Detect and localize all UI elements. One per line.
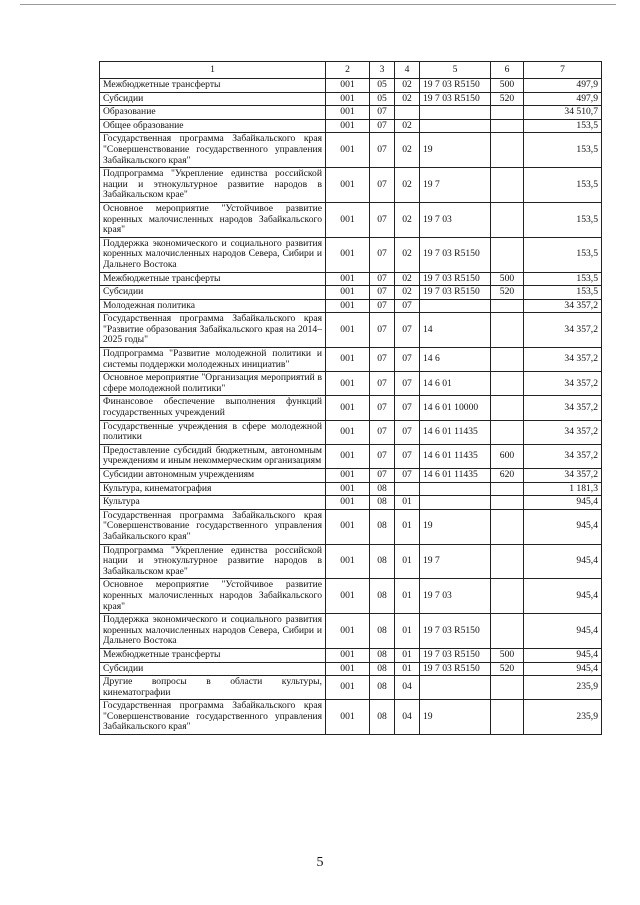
row-ministry-code: 001 xyxy=(326,509,370,544)
row-subsection-code: 01 xyxy=(395,614,420,649)
row-target-article xyxy=(420,299,491,313)
row-name-cell: Основное мероприятие "Устойчивое развитие коренных малочисленных народов Забайкальского края" xyxy=(100,579,326,614)
row-ministry-code: 001 xyxy=(326,496,370,510)
row-target-article: 14 6 01 xyxy=(420,372,491,396)
header-col-7: 7 xyxy=(524,62,602,79)
row-subsection-code: 07 xyxy=(395,299,420,313)
row-target-article: 19 7 03 R5150 xyxy=(420,286,491,300)
table-row xyxy=(100,396,602,420)
row-subsection-code: 02 xyxy=(395,237,420,272)
row-amount: 34 357,2 xyxy=(524,348,602,372)
table-row xyxy=(100,469,602,483)
row-ministry-code: 001 xyxy=(326,420,370,444)
table-row xyxy=(100,700,602,735)
row-expense-type xyxy=(491,420,524,444)
row-ministry-code: 001 xyxy=(326,202,370,237)
row-subsection-code: 07 xyxy=(395,372,420,396)
row-amount: 34 357,2 xyxy=(524,313,602,348)
table-row xyxy=(100,272,602,286)
row-subsection-code: 02 xyxy=(395,202,420,237)
row-name-cell: Государственная программа Забайкальского края "Совершенствование государственного управления Забайкальского края" xyxy=(100,133,326,168)
row-expense-type xyxy=(491,119,524,133)
table-row xyxy=(100,482,602,496)
row-expense-type xyxy=(491,313,524,348)
table-row xyxy=(100,444,602,468)
row-ministry-code: 001 xyxy=(326,133,370,168)
row-section-code: 08 xyxy=(370,648,395,662)
row-ministry-code: 001 xyxy=(326,79,370,93)
row-ministry-code: 001 xyxy=(326,544,370,579)
budget-table xyxy=(99,61,602,735)
row-expense-type xyxy=(491,579,524,614)
row-amount: 153,5 xyxy=(524,202,602,237)
row-expense-type: 500 xyxy=(491,648,524,662)
row-ministry-code: 001 xyxy=(326,286,370,300)
row-ministry-code: 001 xyxy=(326,396,370,420)
row-name-cell: Субсидии xyxy=(100,662,326,676)
row-subsection-code: 02 xyxy=(395,119,420,133)
row-target-article: 19 7 03 R5150 xyxy=(420,79,491,93)
row-ministry-code: 001 xyxy=(326,237,370,272)
row-ministry-code: 001 xyxy=(326,676,370,700)
table-body xyxy=(100,79,602,735)
table-row xyxy=(100,662,602,676)
row-name-cell: Предоставление субсидий бюджетным, автономным учреждениям и иным некоммерческим организациям xyxy=(100,444,326,468)
row-expense-type xyxy=(491,614,524,649)
row-amount: 153,5 xyxy=(524,119,602,133)
row-subsection-code: 02 xyxy=(395,272,420,286)
row-expense-type xyxy=(491,700,524,735)
row-name-cell: Межбюджетные трансферты xyxy=(100,79,326,93)
row-expense-type: 520 xyxy=(491,662,524,676)
row-amount: 235,9 xyxy=(524,676,602,700)
row-name-cell: Субсидии xyxy=(100,92,326,106)
row-expense-type xyxy=(491,396,524,420)
row-section-code: 08 xyxy=(370,496,395,510)
table-row xyxy=(100,106,602,120)
row-name-cell: Общее образование xyxy=(100,119,326,133)
row-amount: 34 510,7 xyxy=(524,106,602,120)
row-ministry-code: 001 xyxy=(326,119,370,133)
row-amount: 34 357,2 xyxy=(524,444,602,468)
row-name-cell: Субсидии автономным учреждениям xyxy=(100,469,326,483)
row-name-cell: Финансовое обеспечение выполнения функций государственных учреждений xyxy=(100,396,326,420)
row-target-article: 14 6 01 11435 xyxy=(420,444,491,468)
row-section-code: 08 xyxy=(370,700,395,735)
table-row xyxy=(100,648,602,662)
row-section-code: 08 xyxy=(370,544,395,579)
row-expense-type: 500 xyxy=(491,79,524,93)
row-ministry-code: 001 xyxy=(326,92,370,106)
row-ministry-code: 001 xyxy=(326,272,370,286)
row-name-cell: Культура xyxy=(100,496,326,510)
row-expense-type: 520 xyxy=(491,92,524,106)
row-amount: 497,9 xyxy=(524,92,602,106)
row-target-article: 19 7 03 R5150 xyxy=(420,648,491,662)
row-subsection-code: 07 xyxy=(395,420,420,444)
table-row xyxy=(100,286,602,300)
row-target-article: 19 xyxy=(420,133,491,168)
row-amount: 34 357,2 xyxy=(524,299,602,313)
row-name-cell: Молодежная политика xyxy=(100,299,326,313)
row-subsection-code: 01 xyxy=(395,509,420,544)
header-col-5: 5 xyxy=(420,62,491,79)
table-row xyxy=(100,237,602,272)
row-name-cell: Культура, кинематография xyxy=(100,482,326,496)
table-row xyxy=(100,420,602,444)
page-number: 5 xyxy=(316,855,324,870)
row-ministry-code: 001 xyxy=(326,372,370,396)
row-target-article: 19 7 03 R5150 xyxy=(420,237,491,272)
row-section-code: 07 xyxy=(370,272,395,286)
table-row xyxy=(100,202,602,237)
table-row xyxy=(100,79,602,93)
row-expense-type: 620 xyxy=(491,469,524,483)
row-section-code: 07 xyxy=(370,313,395,348)
row-section-code: 07 xyxy=(370,299,395,313)
row-section-code: 07 xyxy=(370,469,395,483)
table-row xyxy=(100,92,602,106)
row-amount: 34 357,2 xyxy=(524,396,602,420)
row-amount: 945,4 xyxy=(524,614,602,649)
row-subsection-code: 07 xyxy=(395,396,420,420)
table-header-row xyxy=(100,62,602,79)
row-section-code: 07 xyxy=(370,133,395,168)
row-expense-type xyxy=(491,168,524,203)
row-section-code: 07 xyxy=(370,348,395,372)
row-name-cell: Государственная программа Забайкальского края "Совершенствование государственного управления Забайкальского края" xyxy=(100,509,326,544)
row-target-article: 19 7 03 R5150 xyxy=(420,92,491,106)
row-section-code: 07 xyxy=(370,119,395,133)
table-row xyxy=(100,579,602,614)
row-ministry-code: 001 xyxy=(326,299,370,313)
row-expense-type xyxy=(491,372,524,396)
row-name-cell: Подпрограмма "Укрепление единства российской нации и этнокультурное развитие народов в Забайкальском крае" xyxy=(100,544,326,579)
row-subsection-code: 02 xyxy=(395,79,420,93)
row-target-article: 14 6 xyxy=(420,348,491,372)
top-border-line xyxy=(20,4,616,5)
row-target-article: 14 6 01 11435 xyxy=(420,469,491,483)
row-name-cell: Подпрограмма "Укрепление единства российской нации и этнокультурное развитие народов в Забайкальском крае" xyxy=(100,168,326,203)
row-section-code: 07 xyxy=(370,372,395,396)
row-section-code: 05 xyxy=(370,79,395,93)
row-amount: 945,4 xyxy=(524,496,602,510)
row-name-cell: Межбюджетные трансферты xyxy=(100,272,326,286)
header-col-1: 1 xyxy=(100,62,326,79)
table-row xyxy=(100,544,602,579)
row-target-article: 14 xyxy=(420,313,491,348)
row-expense-type xyxy=(491,509,524,544)
header-col-6: 6 xyxy=(491,62,524,79)
row-expense-type xyxy=(491,348,524,372)
header-col-3: 3 xyxy=(370,62,395,79)
row-ministry-code: 001 xyxy=(326,444,370,468)
row-amount: 945,4 xyxy=(524,509,602,544)
row-section-code: 08 xyxy=(370,662,395,676)
row-ministry-code: 001 xyxy=(326,700,370,735)
row-section-code: 07 xyxy=(370,396,395,420)
row-subsection-code xyxy=(395,482,420,496)
table-row xyxy=(100,299,602,313)
table-row xyxy=(100,372,602,396)
row-subsection-code: 02 xyxy=(395,286,420,300)
header-col-2: 2 xyxy=(326,62,370,79)
row-subsection-code: 01 xyxy=(395,648,420,662)
row-ministry-code: 001 xyxy=(326,313,370,348)
row-target-article: 19 7 03 xyxy=(420,202,491,237)
row-amount: 153,5 xyxy=(524,133,602,168)
row-ministry-code: 001 xyxy=(326,662,370,676)
row-amount: 153,5 xyxy=(524,272,602,286)
row-ministry-code: 001 xyxy=(326,168,370,203)
row-name-cell: Государственная программа Забайкальского края "Развитие образования Забайкальского края на 2014–2025 годы" xyxy=(100,313,326,348)
row-target-article xyxy=(420,482,491,496)
row-amount: 34 357,2 xyxy=(524,372,602,396)
row-target-article xyxy=(420,106,491,120)
row-subsection-code: 01 xyxy=(395,579,420,614)
row-section-code: 07 xyxy=(370,237,395,272)
row-target-article xyxy=(420,496,491,510)
row-expense-type xyxy=(491,133,524,168)
row-subsection-code: 04 xyxy=(395,700,420,735)
row-ministry-code: 001 xyxy=(326,579,370,614)
row-section-code: 08 xyxy=(370,579,395,614)
row-expense-type xyxy=(491,482,524,496)
row-subsection-code: 02 xyxy=(395,168,420,203)
row-expense-type: 520 xyxy=(491,286,524,300)
table-row xyxy=(100,676,602,700)
row-amount: 945,4 xyxy=(524,648,602,662)
row-section-code: 07 xyxy=(370,420,395,444)
row-subsection-code: 07 xyxy=(395,348,420,372)
row-subsection-code: 04 xyxy=(395,676,420,700)
row-amount: 34 357,2 xyxy=(524,469,602,483)
row-target-article xyxy=(420,676,491,700)
row-amount: 235,9 xyxy=(524,700,602,735)
table-row xyxy=(100,119,602,133)
row-expense-type xyxy=(491,496,524,510)
table-row xyxy=(100,614,602,649)
row-subsection-code: 01 xyxy=(395,662,420,676)
row-ministry-code: 001 xyxy=(326,482,370,496)
row-expense-type xyxy=(491,544,524,579)
row-target-article: 19 xyxy=(420,700,491,735)
row-name-cell: Подпрограмма "Развитие молодежной политики и системы поддержки молодежных инициатив" xyxy=(100,348,326,372)
row-section-code: 07 xyxy=(370,168,395,203)
row-expense-type xyxy=(491,106,524,120)
table-row xyxy=(100,133,602,168)
table-row xyxy=(100,348,602,372)
row-section-code: 05 xyxy=(370,92,395,106)
row-name-cell: Поддержка экономического и социального развития коренных малочисленных народов Севера, Сибири и Дальнего Востока xyxy=(100,237,326,272)
row-target-article: 19 7 03 xyxy=(420,579,491,614)
header-col-4: 4 xyxy=(395,62,420,79)
row-name-cell: Субсидии xyxy=(100,286,326,300)
row-section-code: 07 xyxy=(370,444,395,468)
row-subsection-code: 07 xyxy=(395,444,420,468)
row-section-code: 07 xyxy=(370,202,395,237)
row-name-cell: Государственные учреждения в сфере молодежной политики xyxy=(100,420,326,444)
row-subsection-code: 01 xyxy=(395,544,420,579)
row-target-article: 14 6 01 10000 xyxy=(420,396,491,420)
table-row xyxy=(100,496,602,510)
row-section-code: 08 xyxy=(370,509,395,544)
row-subsection-code: 02 xyxy=(395,92,420,106)
row-amount: 497,9 xyxy=(524,79,602,93)
row-ministry-code: 001 xyxy=(326,614,370,649)
row-ministry-code: 001 xyxy=(326,106,370,120)
row-target-article xyxy=(420,119,491,133)
row-subsection-code: 07 xyxy=(395,469,420,483)
row-target-article: 19 7 03 R5150 xyxy=(420,614,491,649)
table-row xyxy=(100,313,602,348)
row-expense-type: 500 xyxy=(491,272,524,286)
row-target-article: 19 7 xyxy=(420,168,491,203)
row-amount: 1 181,3 xyxy=(524,482,602,496)
row-name-cell: Основное мероприятие "Организация мероприятий в сфере молодежной политики" xyxy=(100,372,326,396)
row-expense-type xyxy=(491,202,524,237)
row-amount: 945,4 xyxy=(524,662,602,676)
row-expense-type xyxy=(491,676,524,700)
row-subsection-code: 02 xyxy=(395,133,420,168)
row-expense-type xyxy=(491,237,524,272)
row-name-cell: Основное мероприятие "Устойчивое развитие коренных малочисленных народов Забайкальского края" xyxy=(100,202,326,237)
row-name-cell: Государственная программа Забайкальского края "Совершенствование государственного управления Забайкальского края" xyxy=(100,700,326,735)
row-target-article: 19 7 03 R5150 xyxy=(420,272,491,286)
row-section-code: 08 xyxy=(370,482,395,496)
row-name-cell: Межбюджетные трансферты xyxy=(100,648,326,662)
row-section-code: 07 xyxy=(370,106,395,120)
row-expense-type: 600 xyxy=(491,444,524,468)
row-amount: 153,5 xyxy=(524,168,602,203)
row-subsection-code: 07 xyxy=(395,313,420,348)
row-section-code: 08 xyxy=(370,614,395,649)
row-target-article: 14 6 01 11435 xyxy=(420,420,491,444)
row-amount: 945,4 xyxy=(524,544,602,579)
row-amount: 153,5 xyxy=(524,286,602,300)
row-expense-type xyxy=(491,299,524,313)
row-ministry-code: 001 xyxy=(326,348,370,372)
row-name-cell: Поддержка экономического и социального развития коренных малочисленных народов Севера, Сибири и Дальнего Востока xyxy=(100,614,326,649)
row-amount: 153,5 xyxy=(524,237,602,272)
row-section-code: 07 xyxy=(370,286,395,300)
table-row xyxy=(100,509,602,544)
row-target-article: 19 xyxy=(420,509,491,544)
row-amount: 945,4 xyxy=(524,579,602,614)
row-name-cell: Другие вопросы в области культуры, кинематографии xyxy=(100,676,326,700)
table-row xyxy=(100,168,602,203)
row-section-code: 08 xyxy=(370,676,395,700)
row-ministry-code: 001 xyxy=(326,648,370,662)
row-subsection-code xyxy=(395,106,420,120)
row-name-cell: Образование xyxy=(100,106,326,120)
row-amount: 34 357,2 xyxy=(524,420,602,444)
row-target-article: 19 7 03 R5150 xyxy=(420,662,491,676)
row-target-article: 19 7 xyxy=(420,544,491,579)
row-ministry-code: 001 xyxy=(326,469,370,483)
row-subsection-code: 01 xyxy=(395,496,420,510)
